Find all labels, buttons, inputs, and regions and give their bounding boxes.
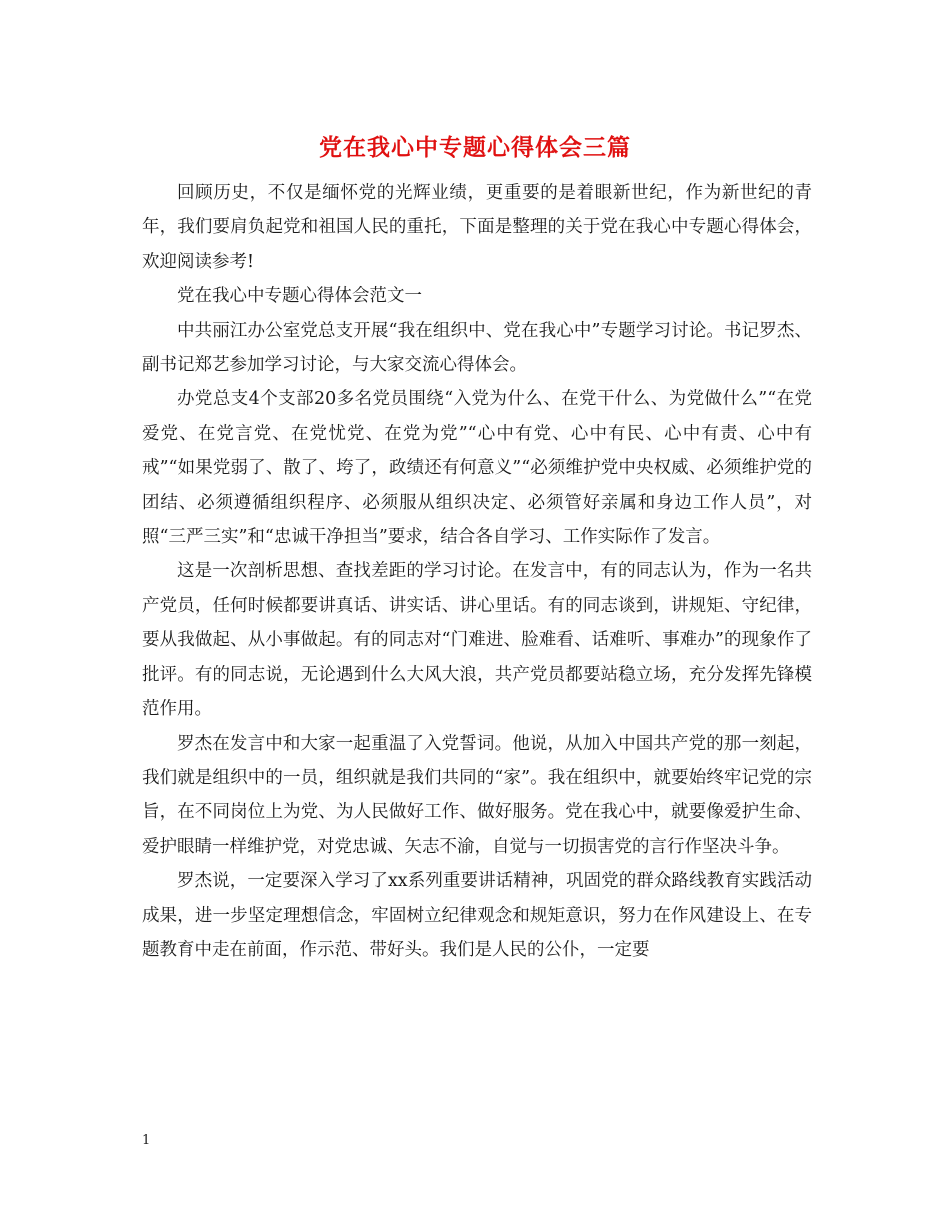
- page-number: 1: [142, 1133, 151, 1148]
- paragraph: 这是一次剖析思想、查找差距的学习讨论。在发言中，有的同志认为，作为一名共产党员，任何时候都要讲真话、讲实话、讲心里话。有的同志谈到，讲规矩、守纪律，要从我做起、从小事做起。有的同志对“门难进、脸难看、话难听、事难办”的现象作了批评。有的同志说，无论遇到什么大风大浪，共产党员都要站稳立场，充分发挥先锋模范作用。: [142, 561, 812, 720]
- paragraph-intro: 回顾历史，不仅是缅怀党的光辉业绩，更重要的是着眼新世纪，作为新世纪的青年，我们要肩负起党和祖国人民的重托，下面是整理的关于党在我心中专题心得体会，欢迎阅读参考!: [142, 183, 812, 272]
- section-heading-essay-one: 党在我心中专题心得体会范文一: [177, 286, 422, 307]
- paragraph: 罗杰说，一定要深入学习了xx系列重要讲话精神，巩固党的群众路线教育实践活动成果，进一步坚定理想信念，牢固树立纪律观念和规矩意识，努力在作风建设上、在专题教育中走在前面，作示范、带好头。我们是人民的公仆，一定要: [142, 871, 812, 960]
- paragraph: 中共丽江办公室党总支开展“我在组织中、党在我心中”专题学习讨论。书记罗杰、副书记郑艺参加学习讨论，与大家交流心得体会。: [142, 320, 812, 376]
- document-title: 党在我心中专题心得体会三篇: [319, 134, 631, 161]
- paragraph: 办党总支4个支部20多名党员围绕“入党为什么、在党干什么、为党做什么”“在党爱党、在党言党、在党忧党、在党为党”“心中有党、心中有民、心中有责、心中有戒”“如果党弱了、散了、垮了，政绩还有何意义”“必须维护党中央权威、必须维护党的团结、必须遵循组织程序、必须服从组织决定、必须管好亲属和身边工作人员”，对照“三严三实”和“忠诚干净担当”要求，结合各自学习、工作实际作了发言。: [142, 389, 812, 548]
- paragraph: 罗杰在发言中和大家一起重温了入党誓词。他说，从加入中国共产党的那一刻起，我们就是组织中的一员，组织就是我们共同的“家”。我在组织中，就要始终牢记党的宗旨，在不同岗位上为党、为人民做好工作、做好服务。党在我心中，就要像爱护生命、爱护眼睛一样维护党，对党忠诚、矢志不渝，自觉与一切损害党的言行作坚决斗争。: [142, 733, 812, 857]
- document-body: [142, 176, 812, 967]
